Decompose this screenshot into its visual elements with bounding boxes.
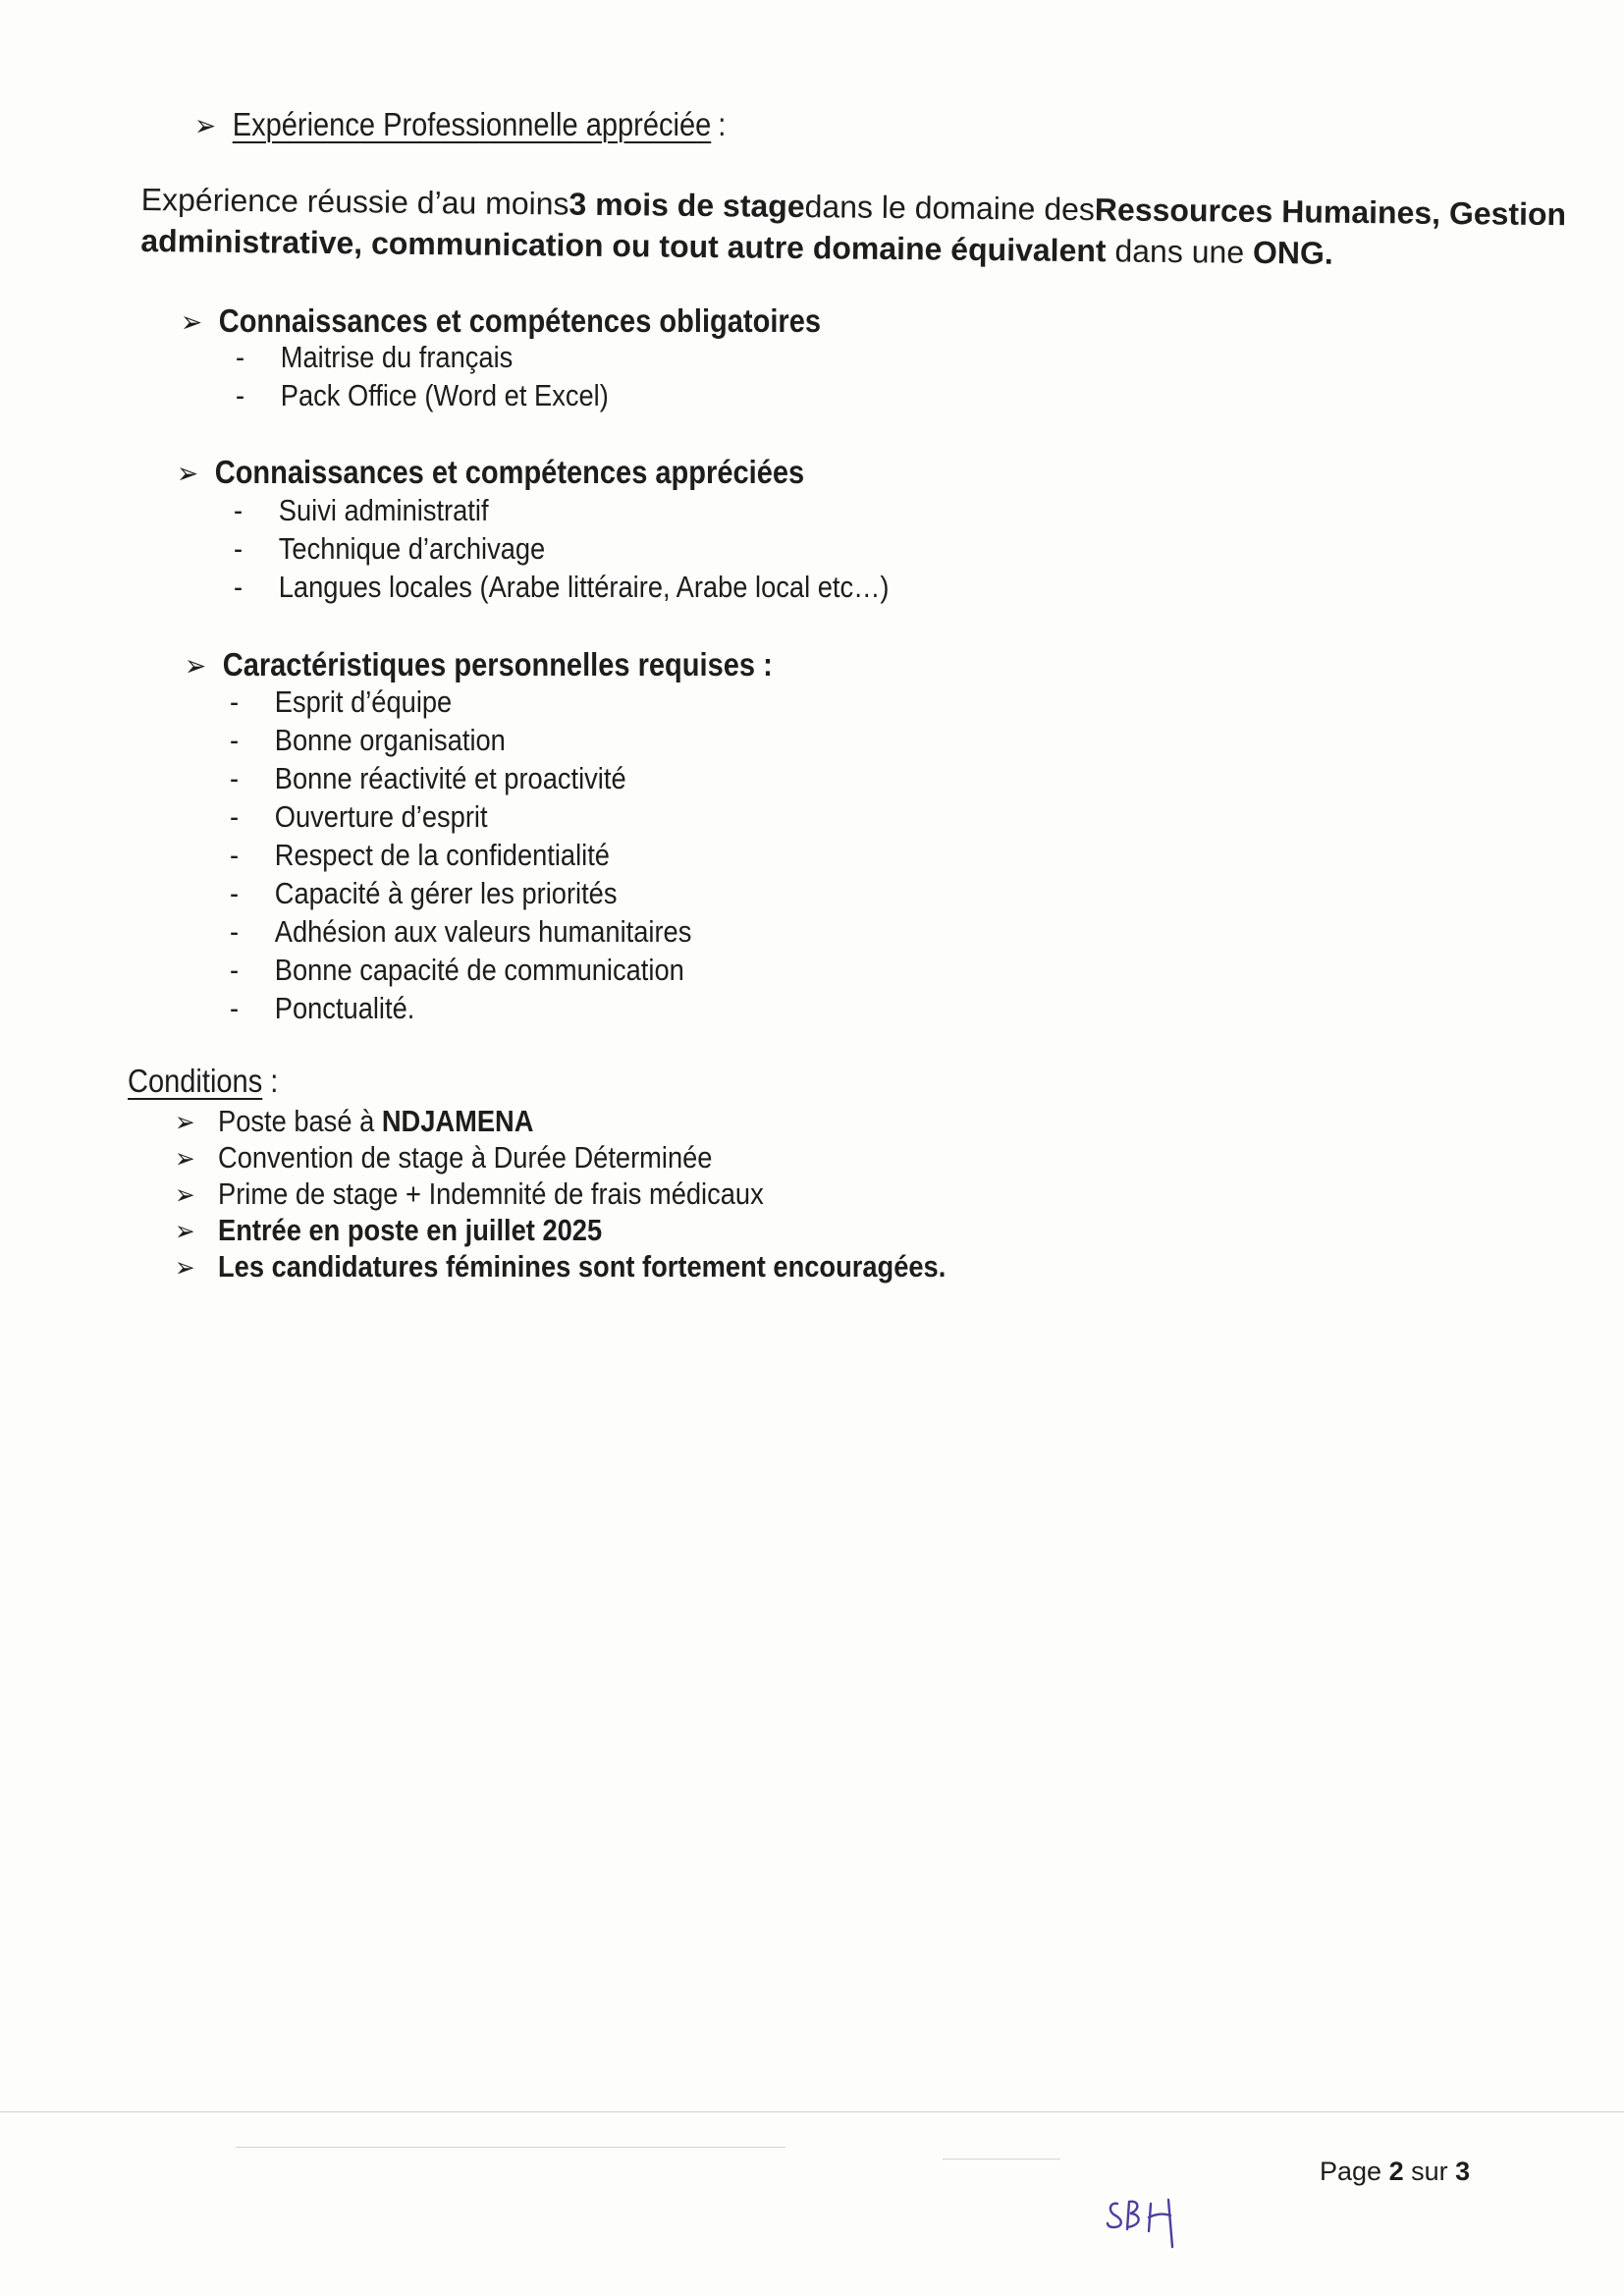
experience-heading-colon: :	[718, 106, 727, 142]
appreciated-skills-title: Connaissances et compétences appréciées	[214, 454, 805, 490]
para-bold-duration: 3 mois de stage	[568, 186, 805, 225]
list-item-text: Ouverture d’esprit	[274, 799, 488, 834]
handwritten-initials-signature	[1104, 2192, 1182, 2251]
condition-location-city: NDJAMENA	[381, 1104, 534, 1138]
scan-rule	[236, 2147, 785, 2148]
para-bold-domains: administrative, communication ou tout autre domaine équivalent	[140, 222, 1107, 269]
conditions-title: Conditions	[128, 1063, 263, 1099]
list-item	[234, 493, 889, 531]
list-item	[175, 1249, 946, 1285]
para-text: dans une	[1114, 233, 1245, 270]
list-item	[230, 838, 691, 876]
mandatory-skills-list	[236, 340, 609, 416]
appreciated-skills-list	[234, 493, 889, 608]
list-item	[234, 531, 889, 570]
dash-bullet: -	[230, 876, 240, 910]
dash-bullet: -	[230, 684, 240, 719]
list-item	[175, 1213, 946, 1249]
list-item-text: Ponctualité.	[274, 991, 415, 1025]
list-item	[230, 876, 691, 914]
list-item-text: Langues locales (Arabe littéraire, Arabe local etc…)	[278, 570, 890, 604]
list-item	[230, 761, 691, 799]
conditions-colon: :	[270, 1063, 279, 1099]
mandatory-skills-title: Connaissances et compétences obligatoires	[218, 302, 821, 339]
list-item-text: Bonne organisation	[274, 723, 506, 757]
list-item	[230, 991, 691, 1029]
dash-bullet: -	[230, 799, 240, 834]
condition-allowance: Prime de stage + Indemnité de frais médicaux	[218, 1176, 764, 1211]
dash-bullet: -	[230, 991, 240, 1025]
dash-bullet: -	[230, 723, 240, 757]
list-item-text: Maitrise du français	[280, 340, 514, 374]
page-number	[1320, 2157, 1470, 2187]
dash-bullet: -	[230, 838, 240, 872]
list-item-text: Technique d’archivage	[278, 531, 546, 566]
arrow-bullet-icon: ➢	[175, 1251, 195, 1284]
list-item	[236, 340, 609, 378]
condition-location-label: Poste basé à	[218, 1104, 375, 1138]
para-bold-ong: ONG.	[1252, 234, 1333, 271]
dash-bullet: -	[230, 953, 240, 987]
arrow-bullet-icon: ➢	[175, 1106, 195, 1138]
para-text: dans le domaine des	[804, 189, 1096, 228]
experience-heading-text: Expérience Professionnelle appréciée	[232, 106, 712, 142]
list-item	[175, 1140, 946, 1176]
list-item-text: Pack Office (Word et Excel)	[280, 378, 609, 412]
condition-female-applicants: Les candidatures féminines sont fortement encouragées.	[218, 1249, 947, 1284]
personal-traits-heading	[185, 646, 773, 683]
experience-paragraph	[140, 179, 1567, 276]
list-item	[230, 799, 691, 838]
mandatory-skills-heading	[181, 302, 821, 340]
list-item	[230, 723, 691, 761]
arrow-bullet-icon: ➢	[175, 1142, 195, 1175]
scan-rule	[0, 2111, 1624, 2112]
list-item-text: Bonne réactivité et proactivité	[274, 761, 626, 795]
list-item	[175, 1104, 946, 1140]
page-sur-word: sur	[1411, 2157, 1448, 2186]
page-word: Page	[1320, 2157, 1382, 2186]
dash-bullet: -	[234, 493, 244, 527]
list-item	[230, 914, 691, 953]
list-item-text: Respect de la confidentialité	[274, 838, 610, 872]
arrow-bullet-icon: ➢	[185, 649, 207, 683]
arrow-bullet-icon: ➢	[194, 109, 217, 143]
dash-bullet: -	[230, 761, 240, 795]
page-total: 3	[1455, 2157, 1471, 2186]
arrow-bullet-icon: ➢	[175, 1178, 195, 1211]
para-bold-domain: Ressources Humaines, Gestion	[1094, 191, 1567, 233]
conditions-heading	[128, 1063, 278, 1100]
dash-bullet: -	[230, 914, 240, 949]
arrow-bullet-icon: ➢	[181, 305, 203, 340]
conditions-list	[175, 1104, 946, 1285]
list-item	[236, 378, 609, 416]
para-text: Expérience réussie d’au moins	[140, 181, 569, 222]
list-item-text: Bonne capacité de communication	[274, 953, 684, 987]
personal-traits-list	[230, 684, 691, 1029]
list-item-text: Suivi administratif	[278, 493, 489, 527]
appreciated-skills-heading	[177, 454, 804, 491]
list-item	[175, 1176, 946, 1213]
list-item-text: Adhésion aux valeurs humanitaires	[274, 914, 692, 949]
list-item	[230, 953, 691, 991]
dash-bullet: -	[236, 378, 245, 412]
list-item-text: Capacité à gérer les priorités	[274, 876, 618, 910]
list-item	[234, 570, 889, 608]
dash-bullet: -	[234, 531, 244, 566]
dash-bullet: -	[234, 570, 244, 604]
list-item-text: Esprit d’équipe	[274, 684, 453, 719]
list-item	[230, 684, 691, 723]
arrow-bullet-icon: ➢	[175, 1215, 195, 1247]
personal-traits-title: Caractéristiques personnelles requises :	[222, 646, 773, 683]
condition-start-date: Entrée en poste en juillet 2025	[218, 1213, 603, 1247]
dash-bullet: -	[236, 340, 245, 374]
condition-contract: Convention de stage à Durée Déterminée	[218, 1140, 713, 1175]
experience-heading	[194, 106, 726, 143]
arrow-bullet-icon: ➢	[177, 457, 199, 491]
page-current: 2	[1388, 2157, 1404, 2186]
